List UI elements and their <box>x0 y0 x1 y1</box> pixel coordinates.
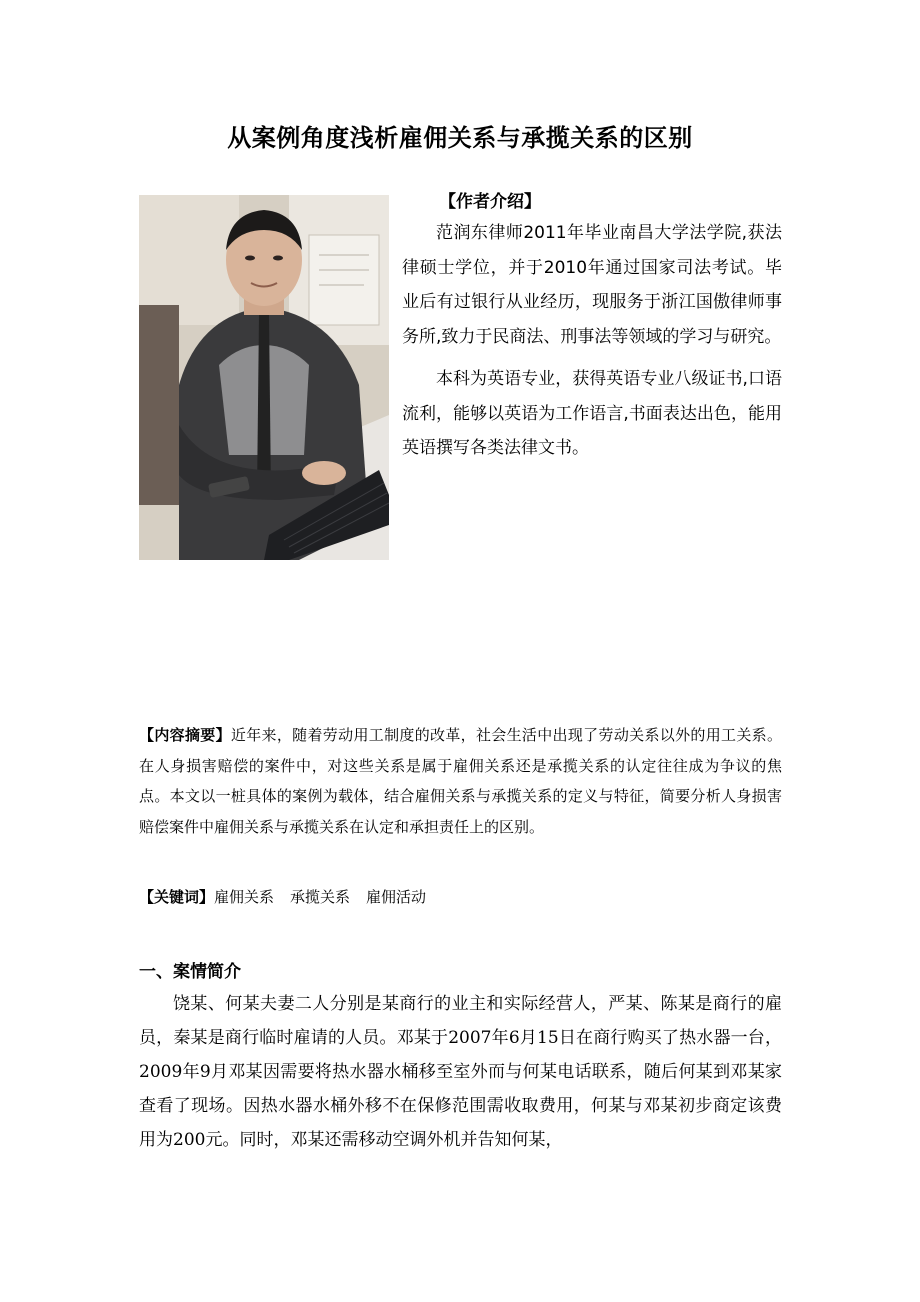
abstract-label: 【内容摘要】 <box>139 726 231 744</box>
abstract-text: 近年来，随着劳动用工制度的改革，社会生活中出现了劳动关系以外的用工关系。在人身损害赔偿的案件中，对这些关系是属于雇佣关系还是承揽关系的认定往往成为争议的焦点。本文以一桩具体的案例为载体，结合雇佣关系与承揽关系的定义与特征，简要分析人身损害赔偿案件中雇佣关系与承揽关系在认定和承担责任上的区别。 <box>139 726 782 836</box>
keyword-item: 雇佣关系 <box>214 888 275 906</box>
abstract <box>139 720 782 842</box>
keyword-item: 雇佣活动 <box>366 888 427 906</box>
author-photo <box>139 195 389 560</box>
keywords-label: 【关键词】 <box>139 888 215 906</box>
author-intro-paragraph: 范润东律师2011年毕业南昌大学法学院,获法律硕士学位，并于2010年通过国家司法考试。毕业后有过银行从业经历，现服务于浙江国傲律师事务所,致力于民商法、刑事法等领域的学习与研究。 <box>402 223 782 347</box>
author-intro-paragraph: 本科为英语专业，获得英语专业八级证书,口语流利，能够以英语为工作语言,书面表达出色，能用英语撰写各类法律文书。 <box>402 369 782 458</box>
keywords <box>139 882 782 912</box>
author-intro <box>402 188 782 466</box>
keyword-item: 承揽关系 <box>290 888 351 906</box>
case-summary-text: 饶某、何某夫妻二人分别是某商行的业主和实际经营人，严某、陈某是商行的雇员，秦某是商行临时雇请的人员。邓某于2007年6月15日在商行购买了热水器一台，2009年9月邓某因需要将热水器水桶移至室外而与何某电话联系，随后何某到邓某家查看了现场。因热水器水桶外移不在保修范围需收取费用，何某与邓某初步商定该费用为200元。同时，邓某还需移动空调外机并告知何某， <box>139 994 782 1150</box>
document-title: 从案例角度浅析雇佣关系与承揽关系的区别 <box>227 124 693 152</box>
section-heading: 一、案情简介 <box>139 962 241 982</box>
author-intro-heading: 【作者介绍】 <box>439 192 541 212</box>
